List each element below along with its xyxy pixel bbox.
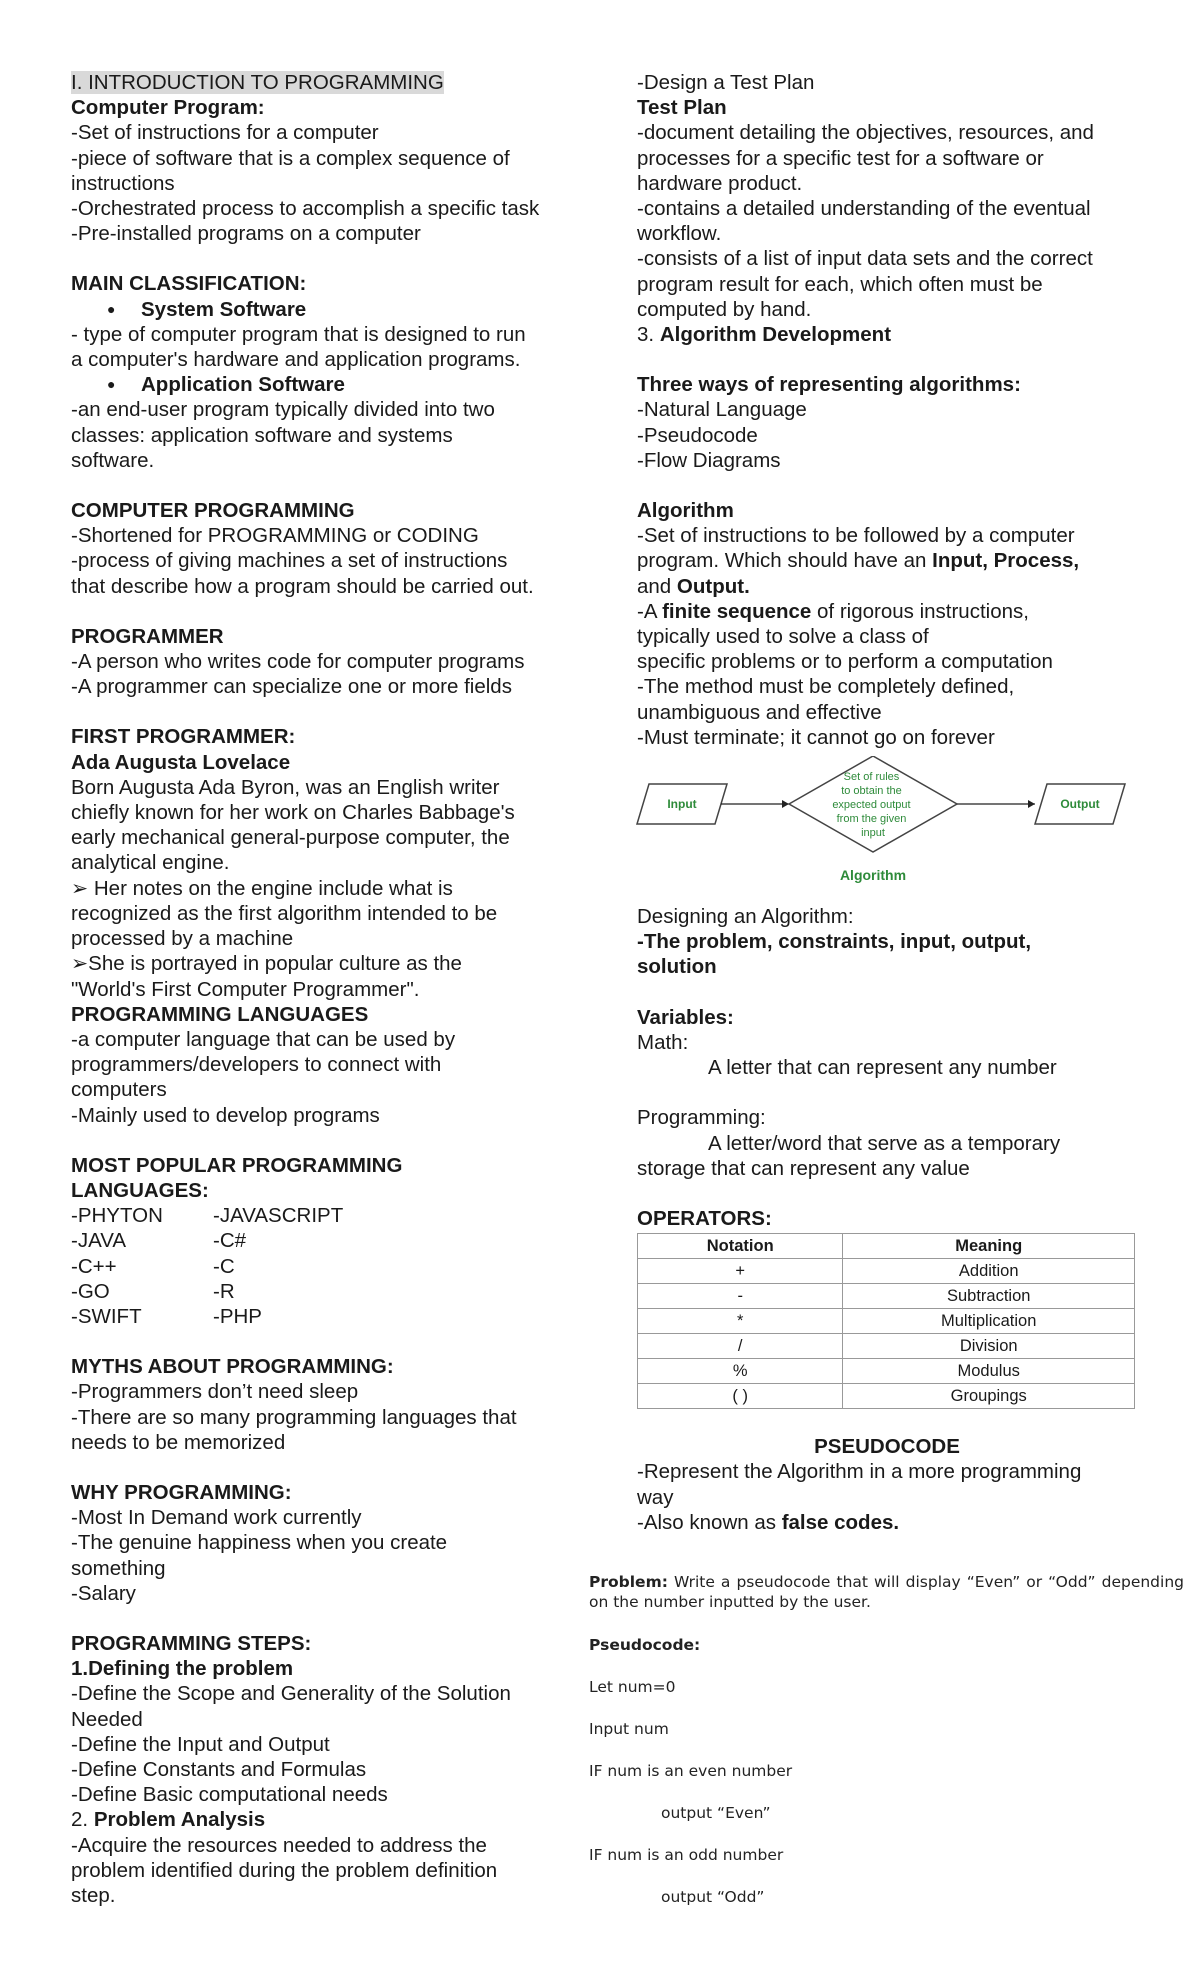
text-line: program. Which should have an Input, Process, — [637, 549, 1080, 573]
rule-line: from the given — [836, 813, 907, 826]
text-line: processed by a machine — [71, 927, 294, 951]
notation-cell: % — [638, 1359, 843, 1384]
text-line: -Pseudocode — [637, 423, 758, 447]
arrow-head-icon — [1028, 800, 1035, 808]
text-line: recognized as the first algorithm intended to be — [71, 901, 498, 925]
step-1-heading: 1.Defining the problem — [71, 1657, 294, 1681]
table-row — [638, 1384, 1135, 1409]
text-line: -Most In Demand work currently — [71, 1506, 362, 1530]
text-line: processes for a specific test for a software or — [637, 146, 1044, 170]
programming-definition-cont: storage that can represent any value — [637, 1156, 970, 1180]
text-line: unambiguous and effective — [637, 700, 882, 724]
text-line: analytical engine. — [71, 851, 230, 875]
meaning-cell: Modulus — [843, 1359, 1135, 1384]
table-row — [638, 1359, 1135, 1384]
text-line: -Define Constants and Formulas — [71, 1757, 367, 1781]
rule-line: input — [861, 827, 885, 840]
algorithm-label: Algorithm — [839, 867, 907, 884]
meaning-cell: Multiplication — [843, 1309, 1135, 1334]
pseudocode-heading: PSEUDOCODE — [814, 1435, 960, 1459]
design-test-plan-line: -Design a Test Plan — [637, 71, 815, 94]
math-definition: A letter that can represent any number — [708, 1056, 1057, 1080]
rule-line: to obtain the — [841, 785, 902, 798]
text-line: -There are so many programming languages that — [71, 1405, 517, 1429]
language-item: -SWIFT — [71, 1304, 142, 1328]
text-line: "World's First Computer Programmer". — [71, 977, 420, 1001]
text-line: -Salary — [71, 1581, 136, 1605]
first-programmer-heading: FIRST PROGRAMMER: — [71, 725, 296, 749]
text-line: -Acquire the resources needed to address the — [71, 1833, 487, 1857]
programming-label: Programming: — [637, 1106, 766, 1130]
algorithm-heading: Algorithm — [637, 499, 734, 523]
text-line: -Shortened for PROGRAMMING or CODING — [71, 524, 479, 548]
designing-heading: Designing an Algorithm: — [637, 905, 854, 929]
algorithm-flow-svg — [627, 756, 1137, 896]
text-line: early mechanical general-purpose computer, the — [71, 826, 510, 850]
notation-cell: - — [638, 1284, 843, 1309]
language-item: -PHP — [213, 1304, 262, 1328]
column-header: Notation — [638, 1234, 843, 1259]
rule-line: Set of rules — [843, 771, 900, 784]
text-line: -Pre-installed programs on a computer — [71, 222, 421, 246]
text-line: -document detailing the objectives, resources, and — [637, 121, 1094, 145]
table-row — [638, 1284, 1135, 1309]
text-line: specific problems or to perform a computation — [637, 650, 1053, 674]
pseudocode-label: Pseudocode: — [589, 1636, 701, 1654]
text-line: -Also known as false codes. — [637, 1510, 900, 1534]
text-line: something — [71, 1556, 166, 1580]
language-item: -R — [213, 1279, 235, 1303]
pseudocode-example — [589, 1572, 1184, 1930]
text-line: -contains a detailed understanding of the eventual — [637, 197, 1091, 221]
text-line: -an end-user program typically divided into two — [71, 398, 495, 422]
text-line: -Define the Scope and Generality of the Solution — [71, 1682, 511, 1706]
operators-heading: OPERATORS: — [637, 1206, 772, 1230]
table-header-row — [638, 1234, 1135, 1259]
text-line: -A finite sequence of rigorous instructions, — [637, 599, 1029, 623]
main-classification-heading: MAIN CLASSIFICATION: — [71, 272, 307, 296]
languages-grid — [71, 1203, 576, 1329]
notation-cell: / — [638, 1334, 843, 1359]
output-label: Output — [1060, 797, 1100, 812]
programming-steps-heading: PROGRAMMING STEPS: — [71, 1631, 312, 1655]
text-line: a computer's hardware and application programs. — [71, 348, 521, 372]
text-line: program result for each, which often must be — [637, 272, 1043, 296]
code-line: IF num is an even number — [589, 1762, 793, 1780]
text-line: computers — [71, 1078, 167, 1102]
input-label: Input — [667, 797, 697, 812]
code-line: Let num=0 — [589, 1678, 676, 1696]
programming-languages-heading: PROGRAMMING LANGUAGES — [71, 1002, 369, 1026]
text-line: problem identified during the problem definition — [71, 1858, 498, 1882]
text-line: ➢She is portrayed in popular culture as the — [71, 952, 462, 976]
text-line: -The method must be completely defined, — [637, 675, 1015, 699]
text-line: typically used to solve a class of — [637, 625, 929, 649]
language-item: -JAVA — [71, 1229, 127, 1253]
section-title: I. INTRODUCTION TO PROGRAMMING — [71, 71, 444, 94]
text-line: -Natural Language — [637, 398, 807, 422]
meaning-cell: Addition — [843, 1259, 1135, 1284]
bullet-application-software: ● Application Software — [71, 372, 576, 397]
right-column — [637, 70, 1137, 1535]
computer-programming-heading: COMPUTER PROGRAMMING — [71, 499, 355, 523]
problem-statement: Problem: Write a pseudocode that will display “Even” or “Odd” depending on the number inputted by the user. — [589, 1573, 1184, 1611]
meaning-cell: Subtraction — [843, 1284, 1135, 1309]
text-line: needs to be memorized — [71, 1430, 286, 1454]
text-line: computed by hand. — [637, 297, 812, 321]
meaning-cell: Division — [843, 1334, 1135, 1359]
text-line: chiefly known for her work on Charles Babbage's — [71, 801, 515, 825]
language-item: -GO — [71, 1279, 110, 1303]
text-line: -Set of instructions to be followed by a computer — [637, 524, 1075, 548]
code-line: Input num — [589, 1720, 669, 1738]
language-item: -C++ — [71, 1254, 117, 1278]
text-line: -The genuine happiness when you create — [71, 1531, 448, 1555]
text-line: -process of giving machines a set of instructions — [71, 549, 508, 573]
text-line: instructions — [71, 171, 175, 195]
table-row — [638, 1259, 1135, 1284]
text-line: -consists of a list of input data sets and the correct — [637, 247, 1093, 271]
language-item: -C# — [213, 1229, 247, 1253]
text-line: -Define the Input and Output — [71, 1732, 330, 1756]
three-ways-heading: Three ways of representing algorithms: — [637, 373, 1021, 397]
programming-definition: A letter/word that serve as a temporary — [708, 1131, 1061, 1155]
popular-languages-heading: MOST POPULAR PROGRAMMING — [71, 1153, 403, 1177]
text-line: -Must terminate; it cannot go on forever — [637, 725, 995, 749]
text-line: Needed — [71, 1707, 143, 1731]
text-line: -Programmers don’t need sleep — [71, 1380, 359, 1404]
text-line: - type of computer program that is designed to run — [71, 322, 526, 346]
text-line: workflow. — [637, 222, 722, 246]
text-line: hardware product. — [637, 171, 803, 195]
text-line: that describe how a program should be carried out. — [71, 574, 534, 598]
text-line: classes: application software and systems — [71, 423, 453, 447]
left-column — [71, 70, 576, 1908]
text-line: -Flow Diagrams — [637, 448, 781, 472]
text-line: -Set of instructions for a computer — [71, 121, 379, 145]
text-line: and Output. — [637, 574, 750, 598]
text-line: -Define Basic computational needs — [71, 1783, 388, 1807]
language-item: -C — [213, 1254, 235, 1278]
text-line: -Orchestrated process to accomplish a specific task — [71, 197, 540, 221]
text-line: ➢ Her notes on the engine include what is — [71, 876, 453, 900]
text-line: solution — [637, 955, 717, 979]
text-line: Born Augusta Ada Byron, was an English writer — [71, 775, 500, 799]
bullet-system-software: ● System Software — [71, 297, 576, 322]
text-line: step. — [71, 1884, 116, 1907]
step-2-heading: 2. Problem Analysis — [71, 1808, 266, 1832]
math-label: Math: — [637, 1030, 689, 1054]
text-line: programmers/developers to connect with — [71, 1053, 442, 1077]
notation-cell: ( ) — [638, 1384, 843, 1409]
code-line: IF num is an odd number — [589, 1846, 784, 1864]
notation-cell: * — [638, 1309, 843, 1334]
algorithm-diagram — [627, 756, 1137, 896]
step-3-heading: 3. Algorithm Development — [637, 323, 892, 347]
meaning-cell: Groupings — [843, 1384, 1135, 1409]
code-line: output “Even” — [661, 1804, 771, 1822]
table-row — [638, 1309, 1135, 1334]
column-header: Meaning — [843, 1234, 1135, 1259]
rule-line: expected output — [832, 799, 911, 812]
operators-table — [637, 1233, 1135, 1409]
text-line: -a computer language that can be used by — [71, 1027, 456, 1051]
code-line: output “Odd” — [661, 1888, 765, 1906]
notation-cell: + — [638, 1259, 843, 1284]
text-line: -Represent the Algorithm in a more programming — [637, 1460, 1082, 1484]
myths-heading: MYTHS ABOUT PROGRAMMING: — [71, 1355, 394, 1379]
text-line: -The problem, constraints, input, output, — [637, 930, 1032, 954]
first-programmer-name: Ada Augusta Lovelace — [71, 750, 291, 774]
table-row — [638, 1334, 1135, 1359]
computer-program-heading: Computer Program: — [71, 96, 265, 120]
variables-heading: Variables: — [637, 1005, 734, 1029]
text-line: -A person who writes code for computer programs — [71, 650, 525, 674]
programmer-heading: PROGRAMMER — [71, 624, 224, 648]
text-line: way — [637, 1485, 674, 1509]
text-line: -piece of software that is a complex sequence of — [71, 146, 510, 170]
text-line: software. — [71, 448, 155, 472]
language-item: -JAVASCRIPT — [213, 1204, 344, 1228]
text-line: -A programmer can specialize one or more fields — [71, 675, 512, 699]
popular-languages-heading-cont: LANGUAGES: — [71, 1178, 209, 1202]
text-line: -Mainly used to develop programs — [71, 1103, 380, 1127]
test-plan-heading: Test Plan — [637, 96, 727, 120]
language-item: -PHYTON — [71, 1204, 163, 1228]
why-programming-heading: WHY PROGRAMMING: — [71, 1480, 292, 1504]
